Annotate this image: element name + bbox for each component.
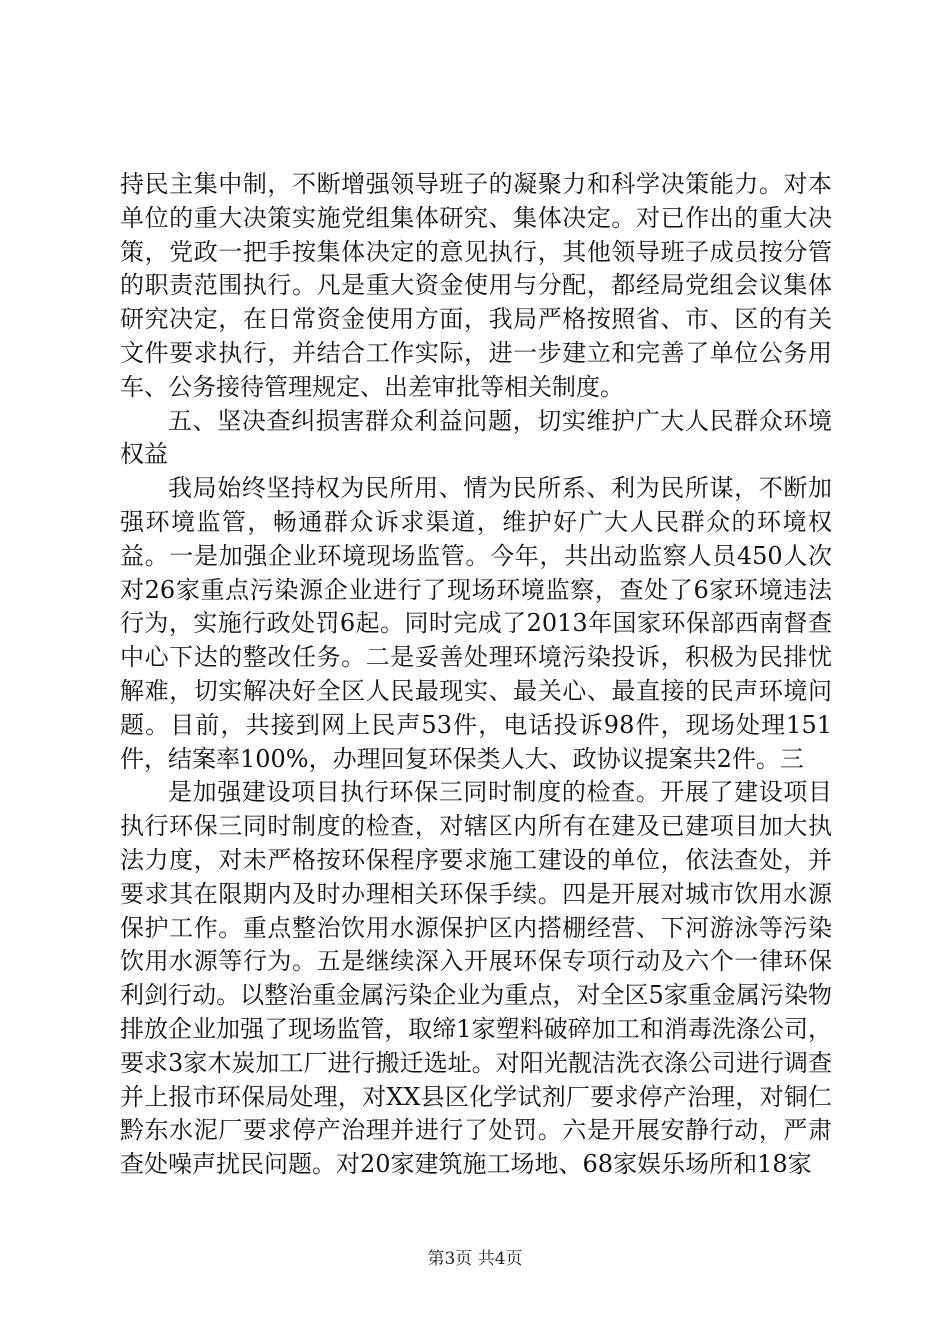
paragraph-4: 是加强建设项目执行环保三同时制度的检查。开展了建设项目执行环保三同时制度的检查，对辖区内所有在建及已建项目加大执法力度，对未严格按环保程序要求施工建设的单位，依法查处，并要求其在限期内及时办理相关环保手续。四是开展对城市饮用水源保护工作。重点整治饮用水源保护区内搭棚经营、下河游泳等污染饮用水源等行为。五是继续深入开展环保专项行动及六个一律环保利剑行动。以整治重金属污染企业为重点，对全区5家重金属污染物排放企业加强了现场监管，取缔1家塑料破碎加工和消毒洗涤公司，要求3家木炭加工厂进行搬迁选址。对阳光靓洁洗衣涤公司进行调查并上报市环保局处理，对XX县区化学试剂厂要求停产治理，对铜仁黔东水泥厂要求停产治理并进行了处罚。六是开展安静行动，严肃查处噪声扰民问题。对20家建筑施工场地、68家娱乐场所和18家 xyxy=(120,778,832,1179)
paragraph-3: 我局始终坚持权为民所用、情为民所系、利为民所谋，不断加强环境监管，畅通群众诉求渠道，维护好广大人民群众的环境权益。一是加强企业环境现场监管。今年，共出动监察人员450人次对26家重点污染源企业进行了现场环境监察，查处了6家环境违法行为，实施行政处罚6起。同时完成了2013年国家环保部西南督查中心下达的整改任务。二是妥善处理环境污染投诉，积极为民排忧解难，切实解决好全区人民最现实、最关心、最直接的民声环境问题。目前，共接到网上民声53件，电话投诉98件，现场处理151件，结案率100%，办理回复环保类人大、政协议提案共2件。三 xyxy=(120,474,832,773)
paragraph-1: 持民主集中制，不断增强领导班子的凝聚力和科学决策能力。对本单位的重大决策实施党组集体研究、集体决定。对已作出的重大决策，党政一把手按集体决定的意见执行，其他领导班子成员按分管的职责范围执行。凡是重大资金使用与分配，都经局党组会议集体研究决定，在日常资金使用方面，我局严格按照省、市、区的有关文件要求执行，并结合工作实际，进一步建立和完善了单位公务用车、公务接待管理规定、出差审批等相关制度。 xyxy=(120,170,832,401)
section-heading-5: 五、坚决查纠损害群众利益问题，切实维护广大人民群众环境权益 xyxy=(120,406,832,469)
document-body xyxy=(120,168,832,1182)
page-footer: 第3页 共4页 xyxy=(427,1249,523,1269)
